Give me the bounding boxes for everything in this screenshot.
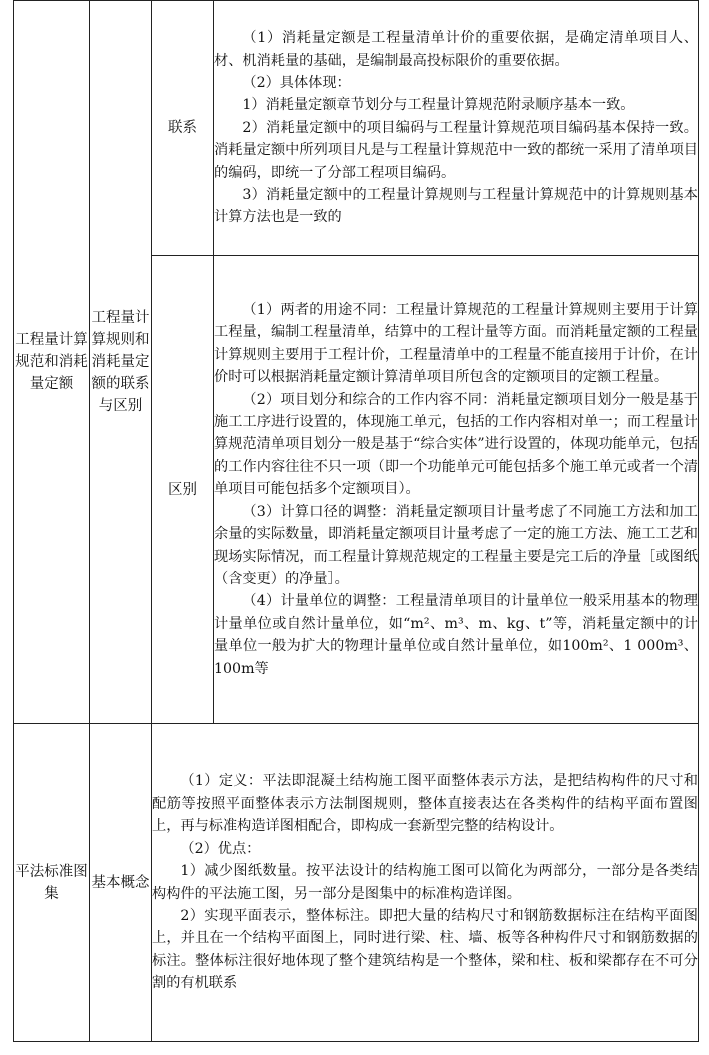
topic-cell — [90, 1, 152, 724]
subtopic-label-link: 联系 — [168, 120, 197, 136]
paragraph: 2）消耗量定额中的项目编码与工程量计算规范项目编码基本保持一致。消耗量定额中所列项目凡是与工程量计算规范中一致的都统一采用了清单项目的编码，即统一了分部工程项目编码。 — [214, 119, 698, 181]
paragraph: （2）优点： — [180, 840, 261, 857]
topic-label: 工程量计算规则和消耗量定额的联系与区别 — [91, 310, 150, 414]
content-table — [13, 0, 699, 1042]
paragraph: 1）消耗量定额章节划分与工程量计算规范附录顺序基本一致。 — [242, 97, 635, 114]
paragraph: 3）消耗量定额中的工程量计算规则与工程量计算规范中的计算规则基本计算方法也是一致的 — [214, 187, 698, 226]
paragraph: 2）实现平面表示，整体标注。即把大量的结构尺寸和钢筋数据标注在结构平面图上，并且在一个结构平面图上，同时进行梁、柱、墙、板等各种构件尺寸和钢筋数据的标注。整体标注很好地体现了整个建筑结构是一个整体，梁和柱、板和梁都存在不可分割的有机联系 — [152, 907, 698, 992]
table-row — [14, 724, 699, 1042]
category-cell — [14, 1, 90, 724]
content-cell-link — [214, 1, 699, 256]
paragraph: 1）减少图纸数量。按平法设计的结构施工图可以简化为两部分，一部分是各类结构构件的平法施工图，另一部分是图集中的标准构造详图。 — [152, 863, 698, 902]
category-label: 平法标准图集 — [15, 863, 88, 902]
content-cell-concept — [152, 724, 699, 1042]
paragraph: （3）计算口径的调整：消耗量定额项目计量考虑了不同施工方法和加工余量的实际数量，即消耗量定额项目计量考虑了一定的施工方法、施工工艺和现场实际情况，而工程量计算规范规定的工程量主要是完工后的净量［或图纸（含变更）的净量］。 — [214, 503, 698, 587]
category-cell — [14, 724, 90, 1042]
topic-label: 基本概念 — [91, 874, 150, 891]
subtopic-label-diff: 区别 — [168, 481, 197, 498]
paragraph: （1）定义：平法即混凝土结构施工图平面整体表示方法，是把结构构件的尺寸和配筋等按照平面整体表示方法制图规则，整体直接表达在各类构件的结构平面布置图上，再与标准构造详图相配合，即构成一套新型完整的结构设计。 — [152, 773, 698, 835]
table-row — [14, 1, 699, 256]
paragraph: （1）消耗量定额是工程量清单计价的重要依据，是确定清单项目人、材、机消耗量的基础，是编制最高投标限价的重要依据。 — [214, 30, 698, 69]
paragraph: （2）项目划分和综合的工作内容不同：消耗量定额项目划分一般是基于施工工序进行设置的，体现施工单元，包括的工作内容相对单一；而工程量计算规范清单项目划分一般是基于“综合实体”进行设置的，体现功能单元，包括的工作内容往往不只一项（即一个功能单元可能包括多个施工单元或者一个清单项目可能包括多个定额项目）。 — [214, 391, 698, 498]
subtopic-cell — [152, 256, 214, 724]
paragraph: （4）计量单位的调整：工程量清单项目的计量单位一般采用基本的物理计量单位或自然计量单位，如“m²、m³、m、kg、t”等，消耗量定额中的计量单位一般为扩大的物理计量单位或自然计量单位，如100m²、1 000m³、100m等 — [214, 593, 698, 677]
paragraph: （2）具体体现： — [242, 74, 351, 91]
paragraph: （1）两者的用途不同：工程量计算规范的工程量计算规则主要用于计算工程量，编制工程量清单，结算中的工程计量等方面。而消耗量定额的工程量计算规则主要用于工程计价，工程量清单中的工程量不能直接用于计价，在计价时可以根据消耗量定额计算清单项目所包含的定额项目的定额工程量。 — [214, 302, 698, 386]
subtopic-cell — [152, 1, 214, 256]
content-cell-diff — [214, 256, 699, 724]
category-label: 工程量计算规范和消耗量定额 — [15, 332, 88, 392]
topic-cell — [90, 724, 152, 1042]
